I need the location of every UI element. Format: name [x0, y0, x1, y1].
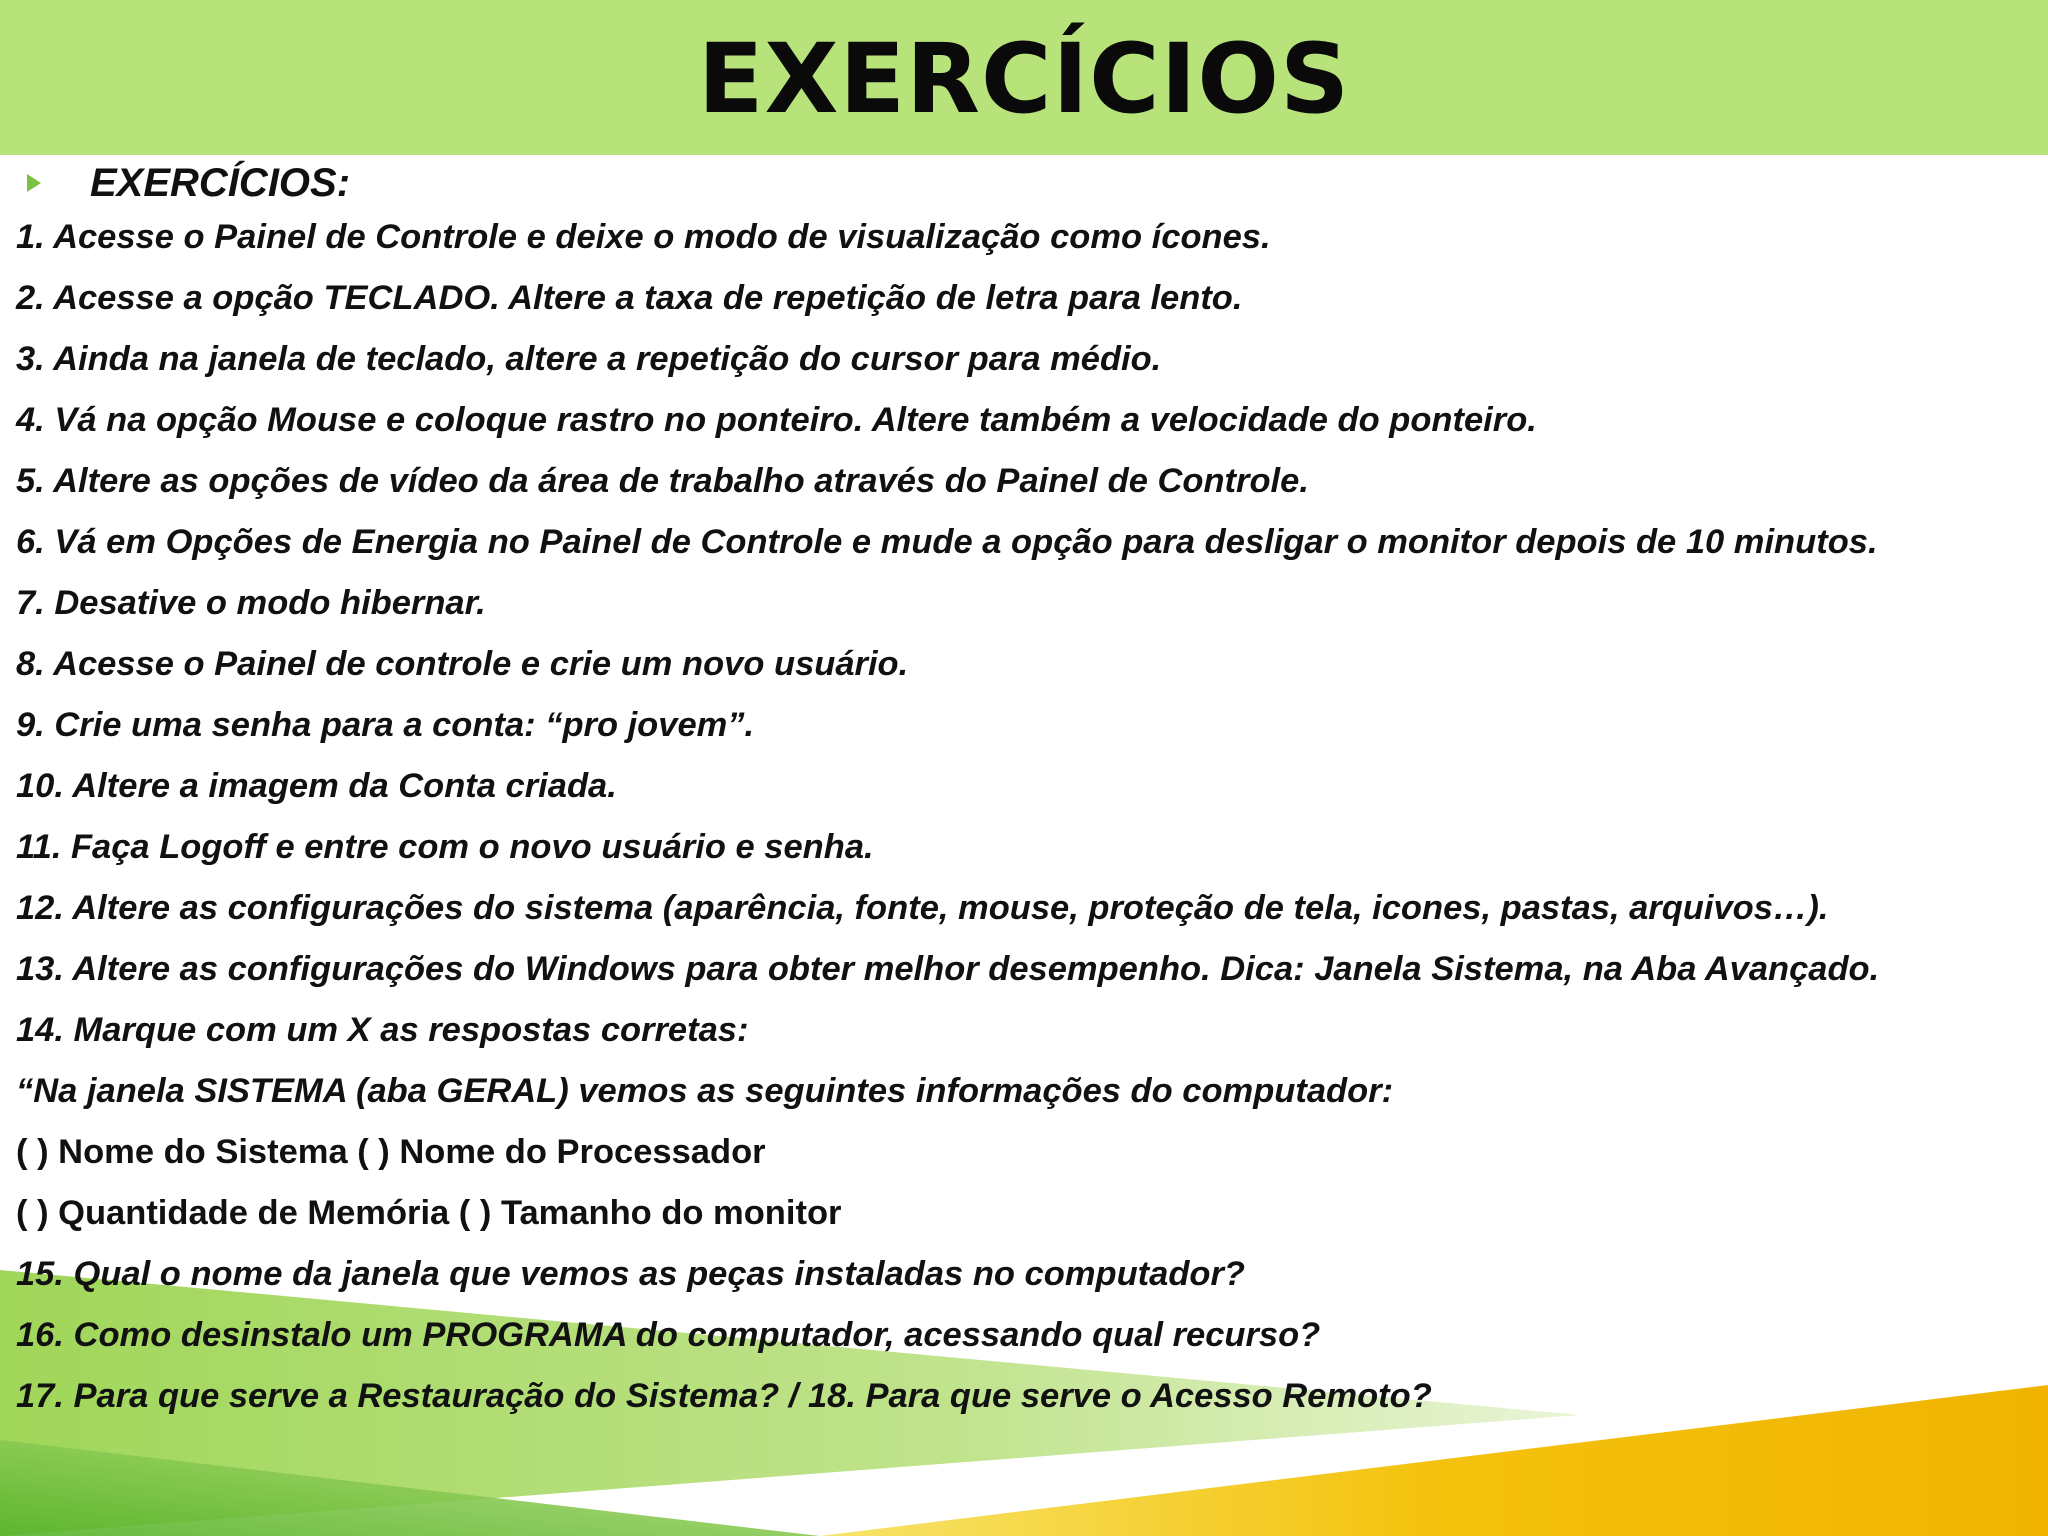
exercise-line: 9. Crie uma senha para a conta: “pro jovem”.	[16, 706, 755, 744]
exercise-line: “Na janela SISTEMA (aba GERAL) vemos as seguintes informações do computador:	[16, 1072, 1394, 1110]
section-heading: EXERCÍCIOS:	[90, 160, 351, 205]
exercise-line: 17. Para que serve a Restauração do Sistema? / 18. Para que serve o Acesso Remoto?	[16, 1377, 1432, 1415]
exercise-line: 5. Altere as opções de vídeo da área de trabalho através do Painel de Controle.	[16, 462, 1309, 500]
exercise-line: 12. Altere as configurações do sistema (aparência, fonte, mouse, proteção de tela, icones, pastas, arquivos…).	[16, 889, 1829, 927]
exercise-line: 4. Vá na opção Mouse e coloque rastro no ponteiro. Altere também a velocidade do ponteiro.	[16, 401, 1537, 439]
bullet-heading-row	[16, 158, 2036, 208]
answer-option-line: ( ) Quantidade de Memória ( ) Tamanho do monitor	[16, 1194, 842, 1232]
exercise-line: 14. Marque com um X as respostas corretas:	[16, 1011, 749, 1049]
slide-content	[16, 158, 2036, 1437]
exercise-line: 11. Faça Logoff e entre com o novo usuário e senha.	[16, 828, 874, 866]
exercise-line: 15. Qual o nome da janela que vemos as peças instaladas no computador?	[16, 1255, 1245, 1293]
exercise-line: 1. Acesse o Painel de Controle e deixe o modo de visualização como ícones.	[16, 218, 1271, 256]
exercise-line: 13. Altere as configurações do Windows para obter melhor desempenho. Dica: Janela Sistema, na Aba Avançado.	[16, 950, 1880, 988]
exercise-line: 2. Acesse a opção TECLADO. Altere a taxa de repetição de letra para lento.	[16, 279, 1243, 317]
exercise-line: 8. Acesse o Painel de controle e crie um novo usuário.	[16, 645, 909, 683]
slide-title: EXERCÍCIOS	[697, 23, 1351, 135]
exercise-line: 16. Como desinstalo um PROGRAMA do computador, acessando qual recurso?	[16, 1316, 1321, 1354]
triangle-bullet-icon	[27, 174, 41, 192]
answer-option-line: ( ) Nome do Sistema ( ) Nome do Processador	[16, 1133, 766, 1171]
title-bar	[0, 0, 2048, 155]
exercise-line: 10. Altere a imagem da Conta criada.	[16, 767, 617, 805]
exercise-list	[16, 217, 2036, 1417]
exercise-line: 7. Desative o modo hibernar.	[16, 584, 486, 622]
exercise-line: 3. Ainda na janela de teclado, altere a repetição do cursor para médio.	[16, 340, 1162, 378]
exercise-line: 6. Vá em Opções de Energia no Painel de Controle e mude a opção para desligar o monitor depois de 10 minutos.	[16, 523, 1878, 561]
